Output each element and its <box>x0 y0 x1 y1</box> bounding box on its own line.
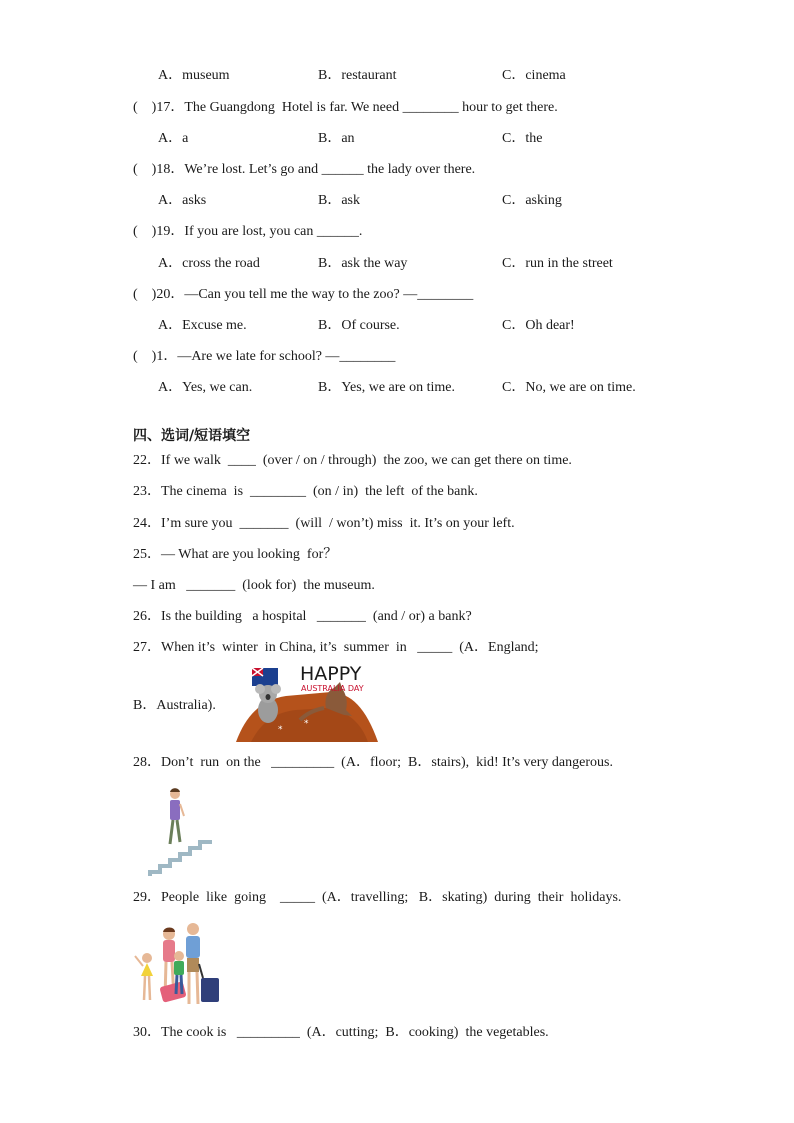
question-30: 30．The cook is _________ (A．cutting; B．cooking) the vegetables. <box>133 1025 549 1040</box>
family-travel-picture <box>131 920 231 1012</box>
happy-text: HAPPY <box>300 663 362 685</box>
question-23: 23．The cinema is ________ (on / in) the left of the bank. <box>133 484 478 499</box>
q19-option-b: B．ask the way <box>318 256 408 271</box>
question-18: ( )18．We’re lost. Let’s go and ______ the lady over there. <box>133 162 476 177</box>
q19-option-c: C．run in the street <box>502 256 613 271</box>
q20-option-b: B．Of course. <box>318 318 400 333</box>
question-21: ( )1．—Are we late for school? —________ <box>133 349 396 364</box>
australia-day-picture <box>236 660 381 745</box>
question-22: 22．If we walk ____ (over / on / through) the zoo, we can get there on time. <box>133 453 572 468</box>
q16-option-b: B．restaurant <box>318 68 397 83</box>
q21-option-b: B．Yes, we are on time. <box>318 380 456 395</box>
question-20: ( )20．—Can you tell me the way to the zoo? —________ <box>133 287 474 302</box>
question-25: 25．— What are you looking for？ <box>133 547 338 562</box>
q18-option-b: B．ask <box>318 193 360 208</box>
q19-option-a: A．cross the road <box>158 256 260 271</box>
question-29: 29．People like going _____ (A．travelling; B．skating) during their holidays. <box>133 890 622 905</box>
q17-option-a: A．a <box>158 131 189 146</box>
q20-option-a: A．Excuse me. <box>158 318 247 333</box>
q17-option-b: B．an <box>318 131 355 146</box>
question-27-cont: B．Australia). <box>133 698 216 713</box>
question-26: 26．Is the building a hospital _______ (and / or) a bank? <box>133 609 472 624</box>
svg-text:*: * <box>278 725 283 735</box>
australia-day-text: AUSTRALIA DAY <box>301 684 364 693</box>
question-27: 27．When it’s winter in China, it’s summer in _____ (A．England; <box>133 640 539 655</box>
question-25-answer: — I am _______ (look for) the museum. <box>133 578 375 593</box>
q18-option-c: C．asking <box>502 193 562 208</box>
svg-text:*: * <box>304 719 309 729</box>
question-17: ( )17．The Guangdong Hotel is far. We need ________ hour to get there. <box>133 100 558 115</box>
q17-option-c: C．the <box>502 131 543 146</box>
question-24: 24．I’m sure you _______ (will / won’t) miss it. It’s on your left. <box>133 516 515 531</box>
stairs-picture <box>146 786 216 878</box>
q16-option-c: C．cinema <box>502 68 566 83</box>
question-19: ( )19．If you are lost, you can ______. <box>133 224 363 239</box>
q18-option-a: A．asks <box>158 193 207 208</box>
q20-option-c: C．Oh dear! <box>502 318 575 333</box>
section-title: 四、选词/短语填空 <box>133 428 251 444</box>
q21-option-c: C．No, we are on time. <box>502 380 636 395</box>
q21-option-a: A．Yes, we can. <box>158 380 253 395</box>
q16-option-a: A．museum <box>158 68 230 83</box>
question-28: 28．Don’t run on the _________ (A．floor; B．stairs), kid! It’s very dangerous. <box>133 755 613 770</box>
